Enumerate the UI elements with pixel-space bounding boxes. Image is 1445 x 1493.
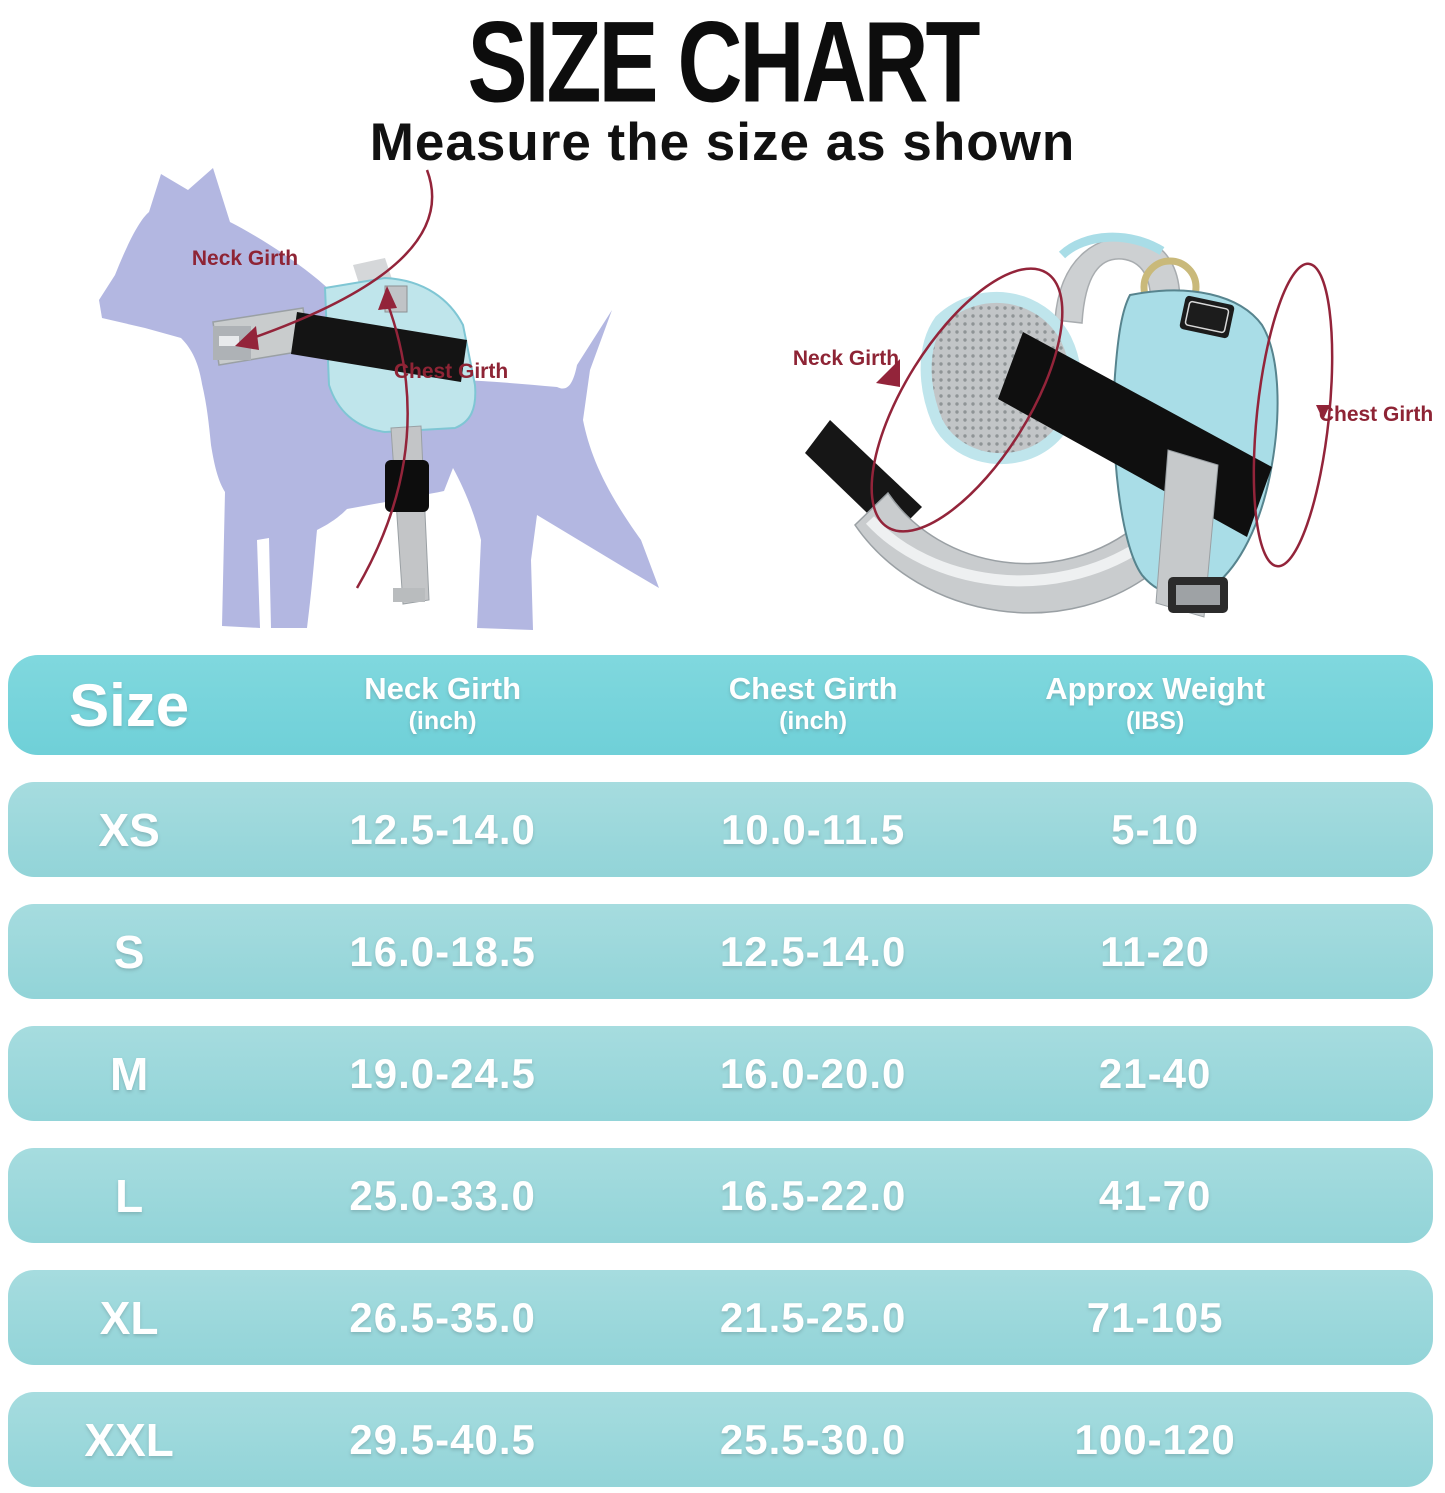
harness-chest-girth-label: Chest Girth: [1318, 403, 1434, 426]
row-chest-girth: 16.5-22.0: [719, 1171, 907, 1219]
row-weight: 71-105: [1086, 1293, 1224, 1341]
harness-bottom-strap: [855, 493, 1162, 613]
row-size: XL: [99, 1291, 159, 1344]
row-weight: 100-120: [1074, 1415, 1236, 1463]
row-size: M: [109, 1047, 149, 1100]
page-title: SIZE CHART: [467, 0, 978, 127]
table-row-l: [8, 1148, 1433, 1243]
table-row-xl: [8, 1270, 1433, 1365]
harness-adjuster-slide: [1176, 585, 1220, 605]
harness-neck-girth-label: Neck Girth: [792, 347, 900, 370]
header-chest-girth-title: Chest Girth: [728, 671, 898, 706]
row-weight: 11-20: [1100, 927, 1211, 975]
row-weight: 41-70: [1098, 1171, 1212, 1219]
row-chest-girth: 16.0-20.0: [719, 1049, 907, 1097]
dog-neck-girth-label: Neck Girth: [191, 247, 299, 270]
table-row-s: [8, 904, 1433, 999]
dog-measurement-diagram: [85, 160, 665, 635]
row-chest-girth: 21.5-25.0: [719, 1293, 907, 1341]
header-neck-girth-unit: (inch): [408, 707, 477, 735]
row-size: XS: [98, 803, 160, 856]
header-neck-girth-title: Neck Girth: [364, 671, 522, 706]
header-neck-girth: [250, 672, 635, 738]
header-chest-girth-unit: (inch): [779, 707, 848, 735]
table-row-xs: [8, 782, 1433, 877]
row-chest-girth: 25.5-30.0: [719, 1415, 907, 1463]
row-neck-girth: 25.0-33.0: [349, 1171, 536, 1219]
size-table-header-row: [8, 655, 1433, 755]
header-approx-weight-title: Approx Weight: [1045, 671, 1266, 706]
row-neck-girth: 29.5-40.5: [349, 1415, 536, 1463]
table-row-xxl: [8, 1392, 1433, 1487]
harness-measurement-diagram: [770, 225, 1445, 655]
row-size: S: [113, 925, 145, 978]
row-chest-girth: 12.5-14.0: [719, 927, 907, 975]
size-table: [8, 655, 1433, 1487]
row-chest-girth: 10.0-11.5: [721, 805, 906, 853]
dog-harness-buckle-slot: [219, 336, 239, 346]
page-subtitle: Measure the size as shown: [369, 113, 1076, 172]
row-neck-girth: 16.0-18.5: [349, 927, 536, 975]
row-weight: 21-40: [1098, 1049, 1212, 1097]
dog-harness-belly-buckle: [385, 460, 429, 512]
header-approx-weight-unit: (IBS): [1125, 707, 1185, 735]
row-size: L: [115, 1169, 144, 1222]
row-neck-girth: 19.0-24.5: [349, 1049, 536, 1097]
row-neck-girth: 12.5-14.0: [349, 805, 536, 853]
row-weight: 5-10: [1111, 805, 1200, 853]
table-row-m: [8, 1026, 1433, 1121]
row-neck-girth: 26.5-35.0: [349, 1293, 536, 1341]
header-chest-girth: [635, 672, 991, 738]
dog-harness-strap-keeper: [393, 588, 425, 602]
header-approx-weight: [991, 672, 1319, 738]
dog-chest-girth-label: Chest Girth: [393, 360, 509, 383]
row-size: XXL: [84, 1413, 174, 1466]
header-size: Size: [69, 671, 190, 739]
